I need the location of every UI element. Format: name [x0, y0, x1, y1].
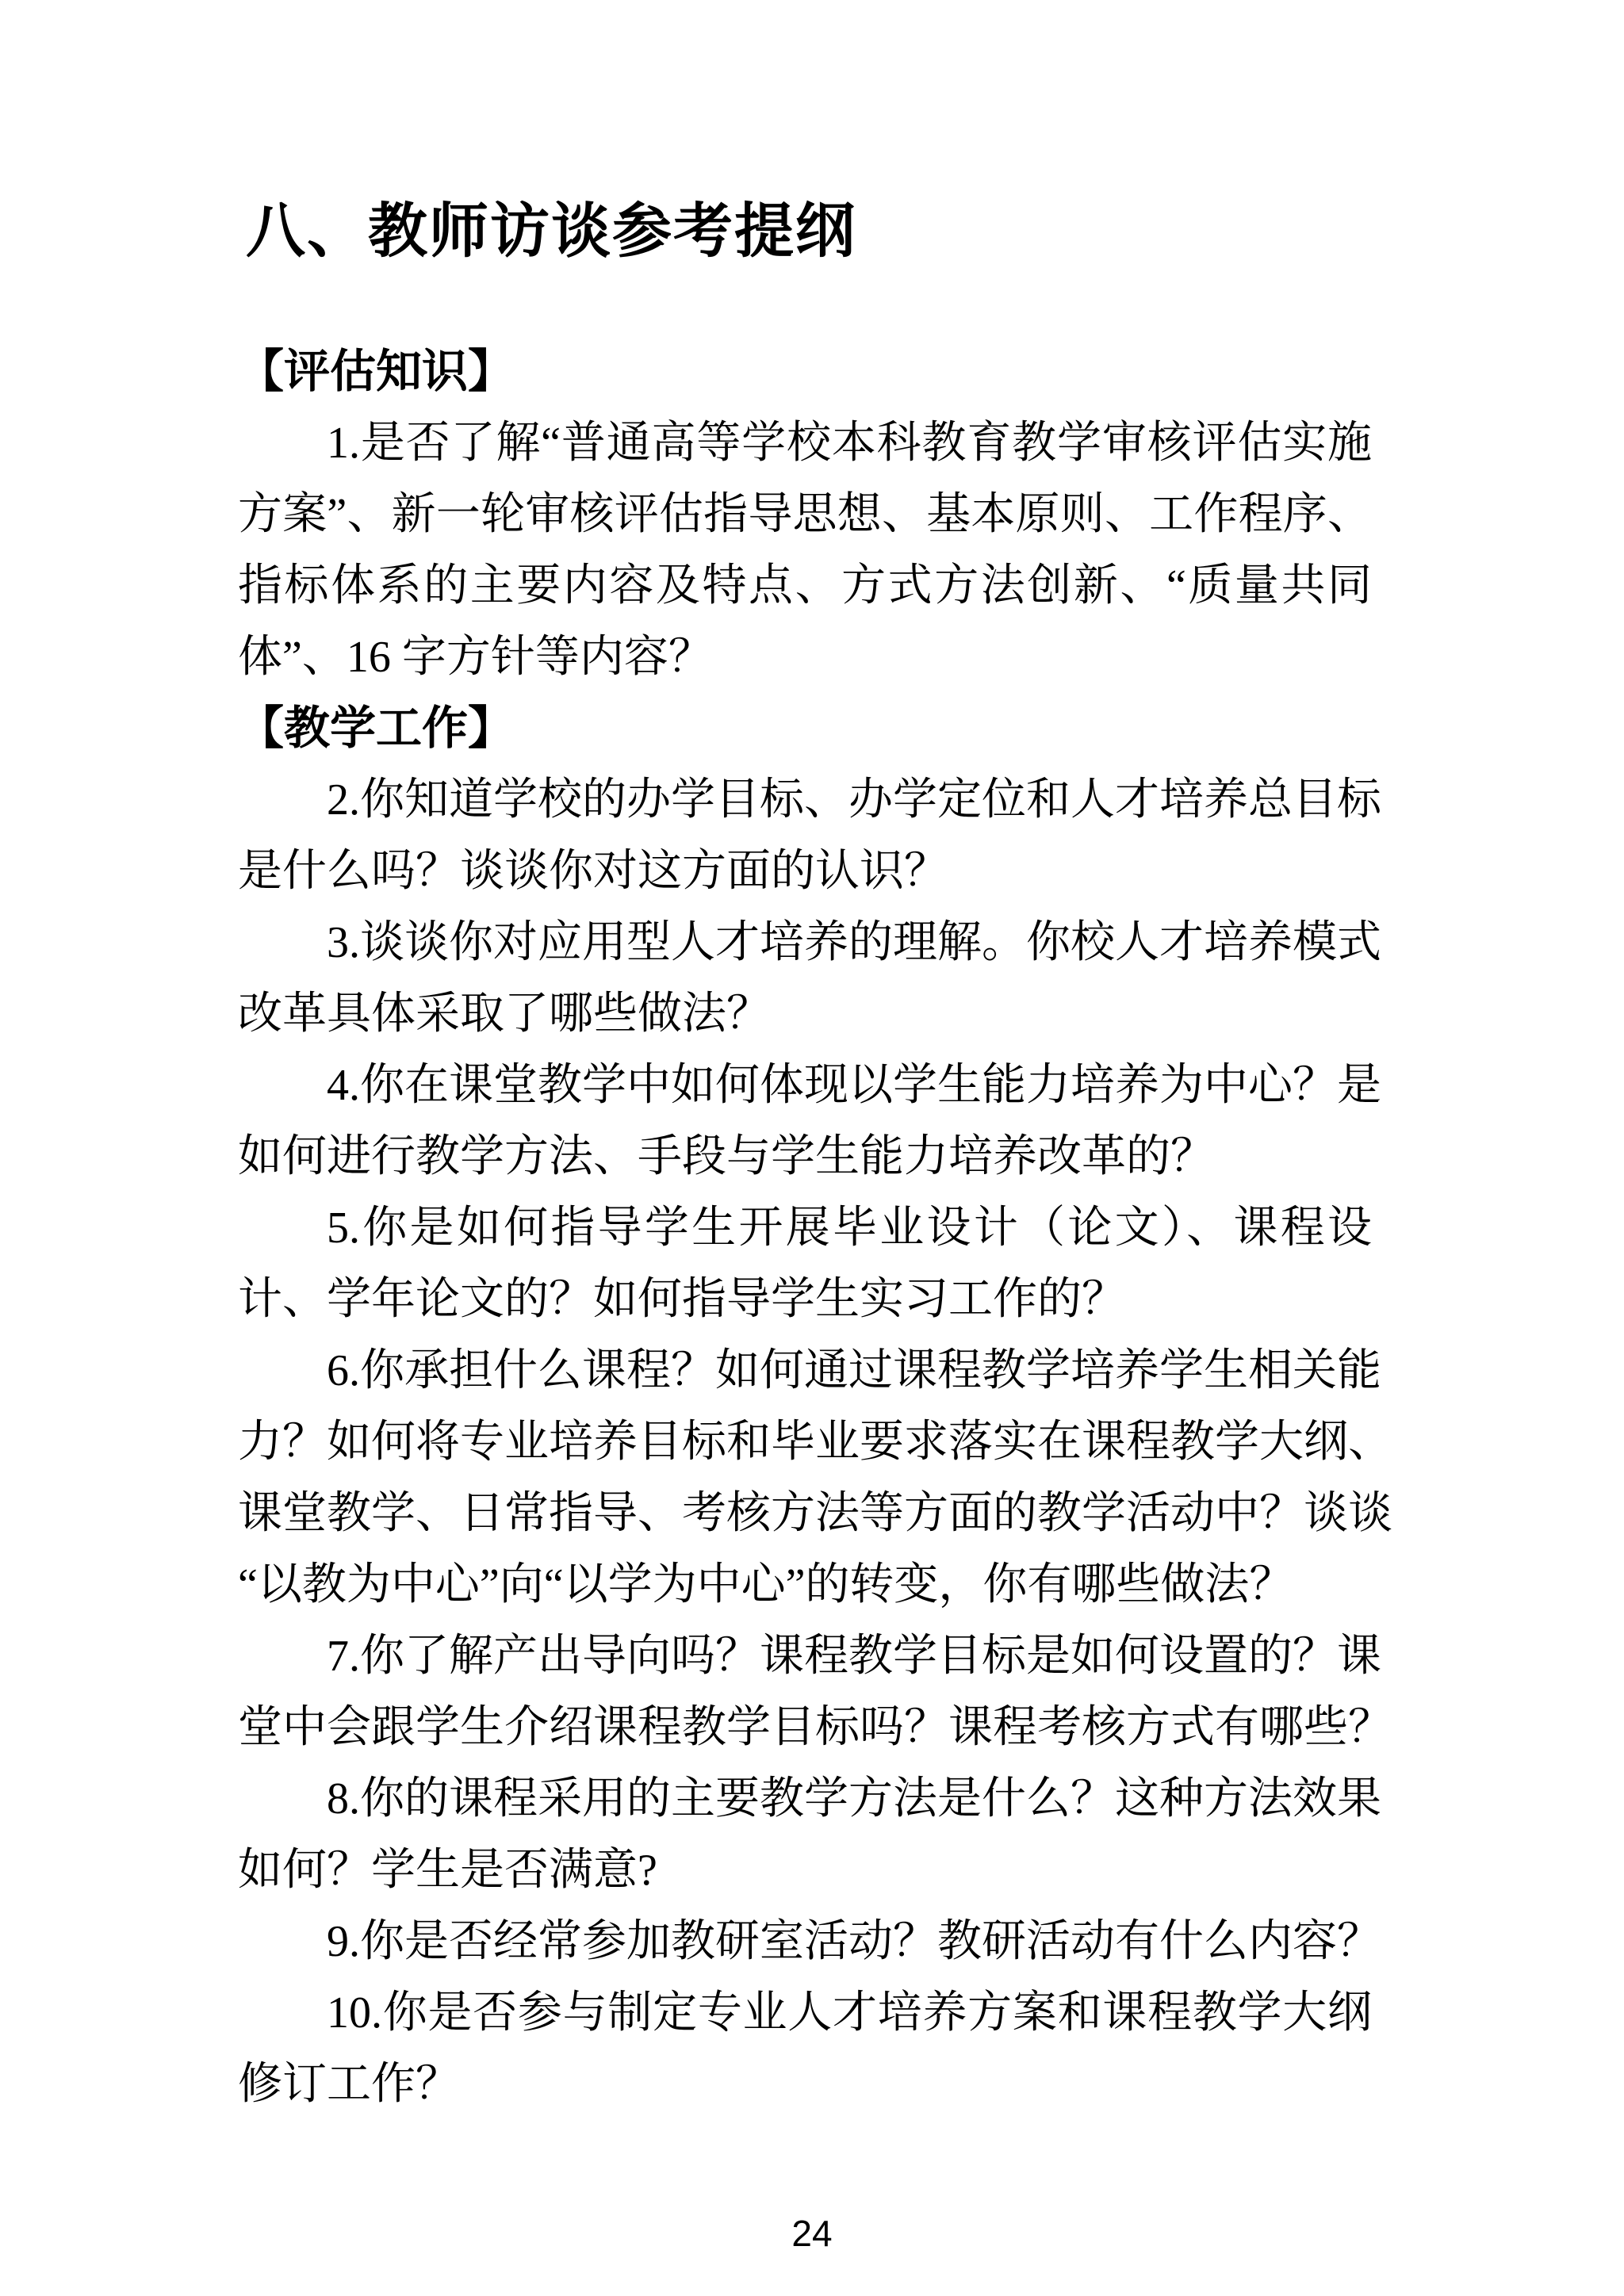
question-line: 8.你的课程采用的主要教学方法是什么？这种方法效果: [327, 1774, 1381, 1824]
question-line: 体”、16 字方针等内容？: [238, 633, 713, 683]
question-line: 7.你了解产出导向吗？课程教学目标是如何设置的？课: [327, 1632, 1381, 1682]
question-line: 指标体系的主要内容及特点、方式方法创新、“质量共同: [238, 561, 1372, 611]
question-line: 改革具体采取了哪些做法？: [238, 989, 771, 1039]
question-line: 修订工作？: [238, 2060, 460, 2110]
section-header: 【教学工作】: [238, 702, 515, 755]
document-body: [238, 336, 1392, 2120]
question-line: 9.你是否经常参加教研室活动？教研活动有什么内容？: [327, 1917, 1381, 1967]
section-header: 【评估知识】: [238, 346, 515, 398]
question-line: 方案”、新一轮审核评估指导思想、基本原则、工作程序、: [238, 490, 1372, 540]
question-line: 计、学年论文的？如何指导学生实习工作的？: [238, 1275, 1126, 1325]
question-line: 如何进行教学方法、手段与学生能力培养改革的？: [238, 1132, 1215, 1182]
question-line: 4.你在课堂教学中如何体现以学生能力培养为中心？是: [327, 1061, 1381, 1111]
question-line: 6.你承担什么课程？如何通过课程教学培养学生相关能: [327, 1346, 1381, 1396]
question-line: 堂中会跟学生介绍课程教学目标吗？课程考核方式有哪些？: [238, 1703, 1392, 1753]
question-line: 课堂教学、日常指导、考核方法等方面的教学活动中？谈谈: [238, 1489, 1392, 1539]
question-line: 3.谈谈你对应用型人才培养的理解。你校人才培养模式: [327, 918, 1381, 968]
question-line: 2.你知道学校的办学目标、办学定位和人才培养总目标: [327, 775, 1381, 825]
page-title: 八、教师访谈参考提纲: [246, 197, 857, 264]
question-line: 是什么吗？谈谈你对这方面的认识？: [238, 847, 948, 897]
question-line: 5.你是如何指导学生开展毕业设计（论文）、课程设: [327, 1203, 1372, 1253]
question-line: 1.是否了解“普通高等学校本科教育教学审核评估实施: [327, 419, 1372, 469]
question-line: 如何？学生是否满意?: [238, 1846, 657, 1896]
question-line: 力？如何将专业培养目标和毕业要求落实在课程教学大纲、: [238, 1418, 1392, 1468]
question-line: “以教为中心”向“以学为中心”的转变，你有哪些做法？: [238, 1560, 1294, 1610]
page-number: 24: [791, 2213, 833, 2254]
question-line: 10.你是否参与制定专业人才培养方案和课程教学大纲: [327, 1988, 1372, 2038]
